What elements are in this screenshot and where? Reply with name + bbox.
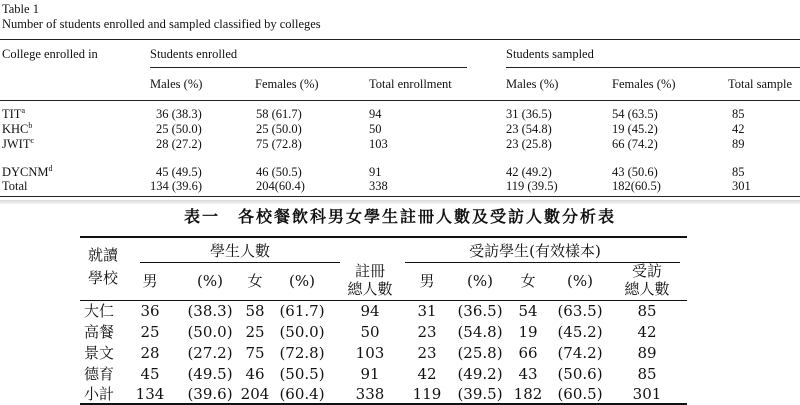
table-cell: (25.8) xyxy=(457,344,503,362)
col-header: Total enrollment xyxy=(369,77,452,91)
table-row-school: 德育 xyxy=(84,365,115,383)
male-header: 男 xyxy=(142,272,158,290)
pct-header: (%) xyxy=(467,272,493,290)
table-cell: 46 (50.5) xyxy=(256,165,302,179)
header-first-col: College enrolled in xyxy=(2,47,98,61)
female-header: 女 xyxy=(247,272,263,290)
table-row-college: TIT$^a$ xyxy=(2,106,25,121)
table-cell: (36.5) xyxy=(457,302,503,320)
english-table xyxy=(0,0,800,200)
header-bottom-rule xyxy=(0,100,800,101)
table-cell: 89 xyxy=(637,344,657,362)
table-cell: 103 xyxy=(355,344,385,362)
table-cell: (61.7) xyxy=(279,302,325,320)
table-cell: 75 (72.8) xyxy=(256,137,302,151)
corner-label: 學校 xyxy=(88,269,119,287)
table-cell: 31 xyxy=(417,302,437,320)
table-cell: 42 xyxy=(417,365,437,383)
table-label: Table 1 xyxy=(2,2,39,16)
table-cell: 25 xyxy=(245,323,265,341)
total-enrolled-header: 總人數 xyxy=(347,280,393,298)
table-cell: 301 xyxy=(732,179,751,193)
enrolled-span-rule xyxy=(140,262,340,263)
table-cell: 58 xyxy=(245,302,265,320)
table-cell: 85 xyxy=(732,107,745,121)
group-enrolled-header: 學生人數 xyxy=(209,242,270,260)
table-cell: 134 xyxy=(135,385,165,403)
table-cell: 46 xyxy=(245,365,265,383)
sampled-span-rule xyxy=(506,67,800,68)
group-sampled-header: Students sampled xyxy=(506,47,594,61)
table-cell: 85 xyxy=(637,365,657,383)
table-cell: 50 xyxy=(369,122,382,136)
table-cell: 25 (50.0) xyxy=(156,122,202,136)
table-cell: (38.3) xyxy=(187,302,233,320)
table-cell: 75 xyxy=(245,344,265,362)
total-sampled-header: 受訪 xyxy=(631,262,662,280)
table-cell: 25 xyxy=(140,323,160,341)
table-cell: 54 (63.5) xyxy=(612,107,658,121)
table-row-school: 高餐 xyxy=(84,323,115,341)
table-cell: 204(60.4) xyxy=(256,179,305,193)
table-cell: 43 (50.6) xyxy=(612,165,658,179)
table-cell: 182 xyxy=(513,385,543,403)
table-cell: 85 xyxy=(732,165,745,179)
table-caption: Number of students enrolled and sampled classified by colleges xyxy=(2,17,321,31)
table-cell: 182(60.5) xyxy=(612,179,661,193)
table-cell: 91 xyxy=(369,165,382,179)
table-cell: 23 xyxy=(417,323,437,341)
table-cell: 23 (25.8) xyxy=(506,137,552,151)
table-cell: 119 xyxy=(412,385,442,403)
group-enrolled-header: Students enrolled xyxy=(150,47,238,61)
table-cell: 85 xyxy=(637,302,657,320)
table-cell: (60.4) xyxy=(279,385,325,403)
table-cell: (45.2) xyxy=(557,323,603,341)
table-cell: (50.5) xyxy=(279,365,325,383)
table-cell: 19 xyxy=(518,323,538,341)
enrolled-span-rule xyxy=(150,67,467,68)
total-enrolled-header: 註冊 xyxy=(354,262,385,280)
table-row-school: 小計 xyxy=(84,385,115,403)
table-cell: 43 xyxy=(518,365,538,383)
table-cell: 91 xyxy=(360,365,380,383)
table-row-school: 大仁 xyxy=(84,302,115,320)
table-cell: (74.2) xyxy=(557,344,603,362)
table-cell: (39.6) xyxy=(187,385,233,403)
table-cell: 23 (54.8) xyxy=(506,122,552,136)
table-cell: 31 (36.5) xyxy=(506,107,552,121)
chinese-table xyxy=(0,204,800,405)
table-cell: (50.0) xyxy=(279,323,325,341)
bottom-rule xyxy=(0,196,800,197)
table-cell: (39.5) xyxy=(457,385,503,403)
table-cell: 134 (39.6) xyxy=(150,179,203,193)
table-cell: 94 xyxy=(360,302,380,320)
table-row-college: JWIT$^c$ xyxy=(2,136,35,151)
table-cell: (50.0) xyxy=(187,323,233,341)
table-cell: 42 (49.2) xyxy=(506,165,552,179)
col-header: Males (%) xyxy=(506,77,559,91)
col-header: Females (%) xyxy=(612,77,676,91)
table-row-college: DYCNM$^d$ xyxy=(2,164,53,179)
table-cell: 54 xyxy=(518,302,538,320)
table-cell: 50 xyxy=(360,323,380,341)
table-cell: 338 xyxy=(355,385,385,403)
top-rule xyxy=(0,39,800,40)
table-cell: 25 (50.0) xyxy=(256,122,302,136)
table-cell: (63.5) xyxy=(557,302,603,320)
table-cell: 204 xyxy=(240,385,270,403)
pct-header: (%) xyxy=(567,272,593,290)
pct-header: (%) xyxy=(289,272,315,290)
table-cell: (54.8) xyxy=(457,323,503,341)
table-cell: (72.8) xyxy=(279,344,325,362)
table-cell: 58 (61.7) xyxy=(256,107,302,121)
table-cell: 89 xyxy=(732,137,745,151)
table-cell: (60.5) xyxy=(557,385,603,403)
table-cell: 28 xyxy=(140,344,160,362)
table-row-college: Total xyxy=(2,179,28,193)
table-cell: 66 (74.2) xyxy=(612,137,658,151)
group-sampled-header: 受訪學生(有效樣本) xyxy=(469,242,601,260)
col-header: Total sample xyxy=(728,77,793,91)
table-cell: 45 (49.5) xyxy=(156,165,202,179)
table-cell: 23 xyxy=(417,344,437,362)
pct-header: (%) xyxy=(197,272,223,290)
female-header: 女 xyxy=(520,272,536,290)
top-rule xyxy=(80,236,687,238)
col-header: Females (%) xyxy=(255,77,319,91)
table-cell: 19 (45.2) xyxy=(612,122,658,136)
header-bottom-rule xyxy=(80,300,687,301)
table-cell: 66 xyxy=(518,344,538,362)
table-cell: 28 (27.2) xyxy=(156,137,202,151)
male-header: 男 xyxy=(419,272,435,290)
table-cell: 338 xyxy=(369,179,388,193)
total-sampled-header: 總人數 xyxy=(624,280,670,298)
table-row-school: 景文 xyxy=(84,344,115,362)
corner-label: 就讀 xyxy=(88,246,119,264)
table-cell: 94 xyxy=(369,107,382,121)
table-cell: (49.5) xyxy=(187,365,233,383)
col-header: Males (%) xyxy=(150,77,203,91)
chinese-table-title: 表一 各校餐飲科男女學生註冊人數及受訪人數分析表 xyxy=(183,207,616,226)
table-cell: 103 xyxy=(369,137,388,151)
table-cell: (49.2) xyxy=(457,365,503,383)
table-cell: 42 xyxy=(637,323,657,341)
table-cell: 45 xyxy=(140,365,160,383)
table-cell: 42 xyxy=(732,122,745,136)
table-cell: (27.2) xyxy=(187,344,233,362)
table-cell: (50.6) xyxy=(557,365,603,383)
table-cell: 36 (38.3) xyxy=(156,107,202,121)
table-cell: 36 xyxy=(140,302,160,320)
table-cell: 301 xyxy=(632,385,662,403)
table-row-college: KHC$^b$ xyxy=(2,121,33,136)
table-cell: 119 (39.5) xyxy=(506,179,558,193)
